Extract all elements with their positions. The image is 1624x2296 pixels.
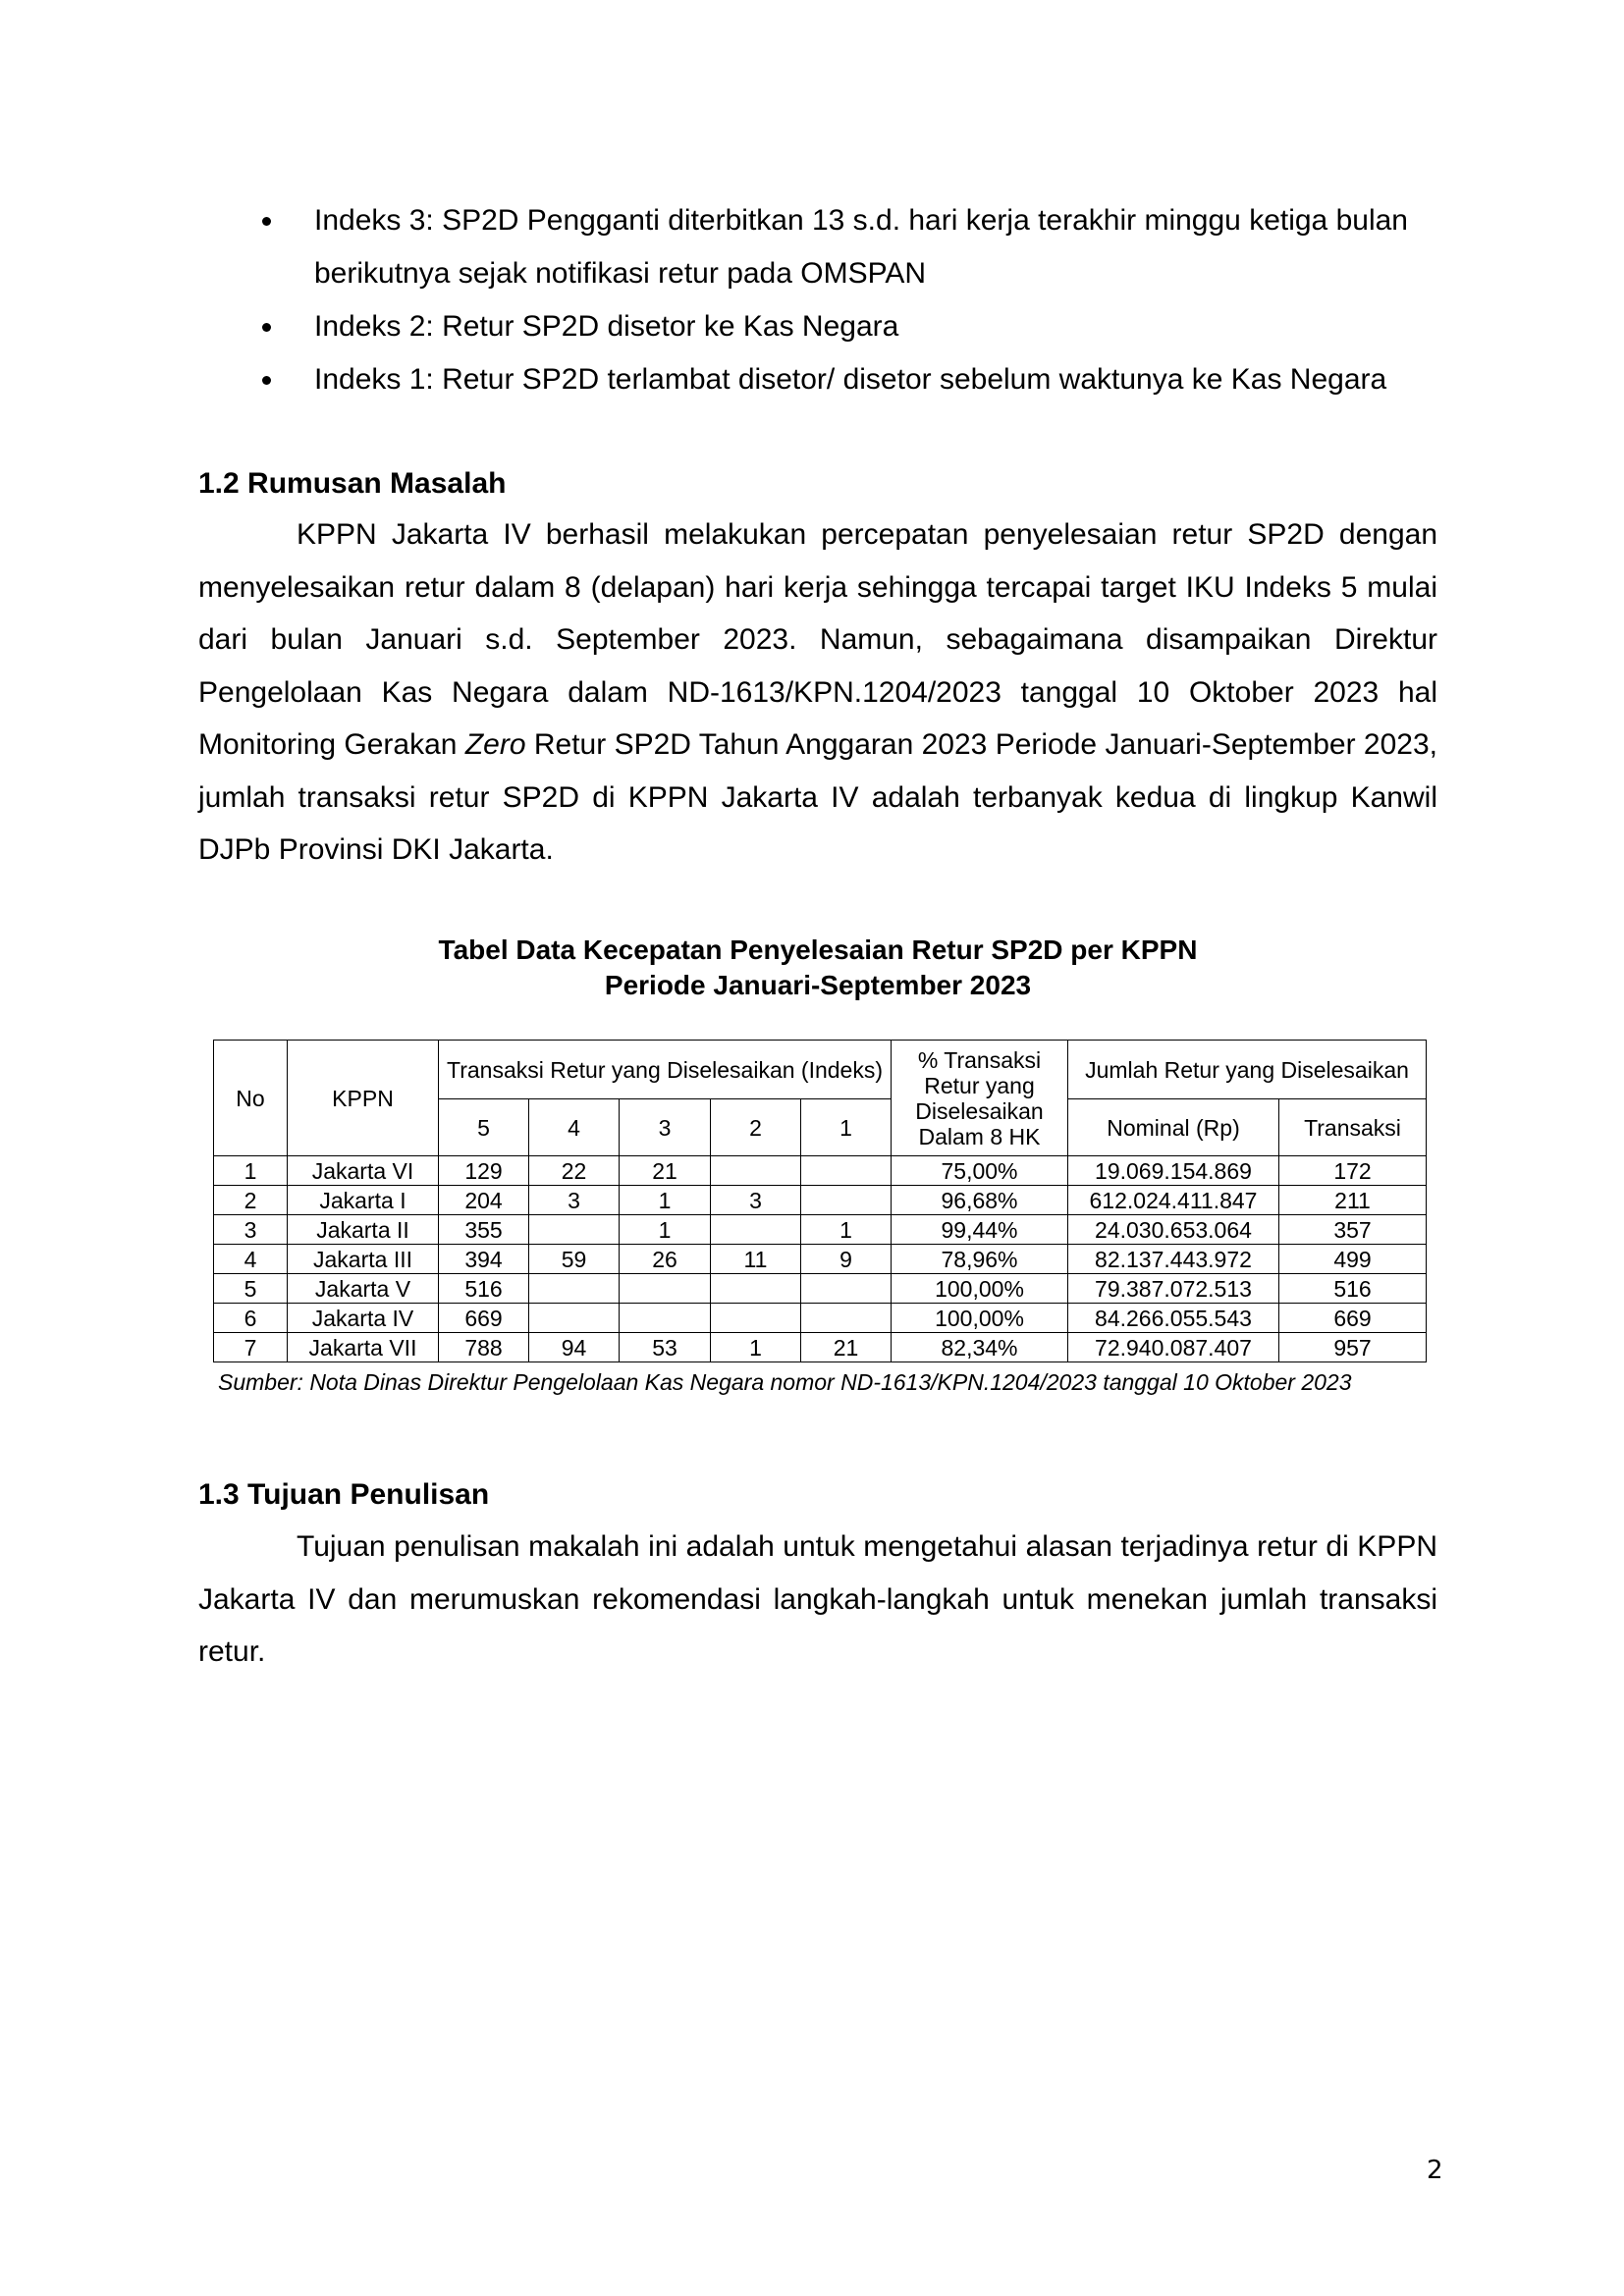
cell-kppn: Jakarta I	[288, 1186, 439, 1215]
cell-kppn: Jakarta IV	[288, 1304, 439, 1333]
cell-persen: 100,00%	[892, 1304, 1068, 1333]
header-jumlah-group: Jumlah Retur yang Diselesaikan	[1068, 1041, 1427, 1099]
cell-persen: 100,00%	[892, 1274, 1068, 1304]
cell-transaksi: 172	[1279, 1156, 1427, 1186]
table-title-line-2: Periode Januari-September 2023	[604, 970, 1032, 1000]
cell-indeks-5: 204	[439, 1186, 529, 1215]
cell-no: 6	[214, 1304, 288, 1333]
cell-indeks-4	[529, 1304, 620, 1333]
paragraph-rumusan-masalah	[198, 508, 1437, 877]
cell-persen: 99,44%	[892, 1215, 1068, 1245]
cell-nominal: 24.030.653.064	[1068, 1215, 1279, 1245]
cell-indeks-3: 26	[620, 1245, 711, 1274]
retur-sp2d-table	[213, 1040, 1427, 1362]
cell-indeks-3: 53	[620, 1333, 711, 1362]
header-transaksi: Transaksi	[1279, 1099, 1427, 1156]
cell-persen: 78,96%	[892, 1245, 1068, 1274]
cell-indeks-2	[711, 1274, 801, 1304]
cell-indeks-3	[620, 1274, 711, 1304]
cell-indeks-5: 129	[439, 1156, 529, 1186]
cell-indeks-4: 59	[529, 1245, 620, 1274]
paragraph-text: KPPN Jakarta IV berhasil melakukan percepatan penyelesaian retur SP2D dengan menyelesaikan retur dalam 8 (delapan) hari kerja sehingga tercapai target IKU Indeks 5 mulai dari bulan Januari s.d. September 2023. Namun, sebagaimana disampaikan Direktur Pengelolaan Kas Negara dalam ND-1613/KPN.1204/2023 tanggal 10 Oktober 2023 hal Monitoring Gerakan	[198, 518, 1437, 761]
cell-kppn: Jakarta VII	[288, 1333, 439, 1362]
cell-transaksi: 499	[1279, 1245, 1427, 1274]
table-row	[214, 1274, 1427, 1304]
page-number: 2	[1427, 2156, 1443, 2185]
cell-nominal: 72.940.087.407	[1068, 1333, 1279, 1362]
cell-indeks-2: 11	[711, 1245, 801, 1274]
cell-transaksi: 957	[1279, 1333, 1427, 1362]
cell-indeks-3: 1	[620, 1215, 711, 1245]
cell-nominal: 612.024.411.847	[1068, 1186, 1279, 1215]
header-indeks-4: 4	[529, 1099, 620, 1156]
cell-indeks-3: 21	[620, 1156, 711, 1186]
table-row	[214, 1304, 1427, 1333]
cell-indeks-5: 669	[439, 1304, 529, 1333]
bullet-dot-icon	[262, 217, 271, 226]
cell-indeks-2: 3	[711, 1186, 801, 1215]
cell-indeks-4	[529, 1215, 620, 1245]
cell-nominal: 82.137.443.972	[1068, 1245, 1279, 1274]
cell-persen: 75,00%	[892, 1156, 1068, 1186]
cell-transaksi: 357	[1279, 1215, 1427, 1245]
cell-no: 1	[214, 1156, 288, 1186]
cell-indeks-2	[711, 1304, 801, 1333]
cell-indeks-4: 22	[529, 1156, 620, 1186]
header-nominal: Nominal (Rp)	[1068, 1099, 1279, 1156]
table-row	[214, 1186, 1427, 1215]
cell-indeks-3	[620, 1304, 711, 1333]
paragraph-text-continued: Retur SP2D Tahun Anggaran 2023 Periode Januari-September 2023, jumlah transaksi retur SP2D di KPPN Jakarta IV adalah terbanyak kedua di lingkup Kanwil DJPb Provinsi DKI Jakarta.	[198, 728, 1437, 866]
header-indeks-1: 1	[801, 1099, 892, 1156]
cell-transaksi: 211	[1279, 1186, 1427, 1215]
cell-indeks-1	[801, 1156, 892, 1186]
cell-indeks-2	[711, 1156, 801, 1186]
cell-no: 2	[214, 1186, 288, 1215]
cell-indeks-1	[801, 1186, 892, 1215]
cell-indeks-4	[529, 1274, 620, 1304]
cell-indeks-2: 1	[711, 1333, 801, 1362]
paragraph-italic-text: Zero	[464, 728, 526, 761]
table-title-line-1: Tabel Data Kecepatan Penyelesaian Retur SP2D per KPPN	[438, 934, 1198, 965]
cell-no: 7	[214, 1333, 288, 1362]
bullet-text-continued: berikutnya sejak notifikasi retur pada OMSPAN	[314, 257, 927, 290]
table-title	[198, 933, 1437, 1003]
cell-transaksi: 516	[1279, 1274, 1427, 1304]
cell-nominal: 84.266.055.543	[1068, 1304, 1279, 1333]
header-persen: % Transaksi Retur yang Diselesaikan Dalam 8 HK	[892, 1041, 1068, 1156]
cell-indeks-4: 3	[529, 1186, 620, 1215]
cell-indeks-5: 355	[439, 1215, 529, 1245]
cell-indeks-3: 1	[620, 1186, 711, 1215]
bullet-item-index-2	[198, 300, 1437, 353]
bullet-text: Indeks 3: SP2D Pengganti diterbitkan 13 s.d. hari kerja terakhir minggu ketiga bulan	[314, 204, 1408, 237]
header-no: No	[214, 1041, 288, 1156]
bullet-item-index-1	[198, 353, 1437, 406]
header-indeks-3: 3	[620, 1099, 711, 1156]
cell-nominal: 19.069.154.869	[1068, 1156, 1279, 1186]
cell-kppn: Jakarta II	[288, 1215, 439, 1245]
bullet-text: Indeks 1: Retur SP2D terlambat disetor/ disetor sebelum waktunya ke Kas Negara	[314, 363, 1387, 396]
cell-indeks-1: 21	[801, 1333, 892, 1362]
cell-indeks-1	[801, 1274, 892, 1304]
cell-no: 5	[214, 1274, 288, 1304]
header-transaksi-group: Transaksi Retur yang Diselesaikan (Indeks)	[439, 1041, 892, 1099]
header-indeks-5: 5	[439, 1099, 529, 1156]
cell-indeks-4: 94	[529, 1333, 620, 1362]
bullet-text: Indeks 2: Retur SP2D disetor ke Kas Negara	[314, 310, 899, 343]
cell-indeks-2	[711, 1215, 801, 1245]
cell-kppn: Jakarta III	[288, 1245, 439, 1274]
table-row	[214, 1333, 1427, 1362]
cell-no: 4	[214, 1245, 288, 1274]
table-source-note: Sumber: Nota Dinas Direktur Pengelolaan Kas Negara nomor ND-1613/KPN.1204/2023 tanggal 10 Oktober 2023	[218, 1369, 1352, 1395]
table-row	[214, 1245, 1427, 1274]
bullet-item-index-3	[198, 194, 1437, 300]
cell-persen: 96,68%	[892, 1186, 1068, 1215]
index-bullet-list	[198, 194, 1437, 406]
cell-indeks-1: 9	[801, 1245, 892, 1274]
cell-indeks-5: 516	[439, 1274, 529, 1304]
cell-kppn: Jakarta V	[288, 1274, 439, 1304]
cell-indeks-5: 394	[439, 1245, 529, 1274]
cell-nominal: 79.387.072.513	[1068, 1274, 1279, 1304]
bullet-dot-icon	[262, 376, 271, 385]
cell-transaksi: 669	[1279, 1304, 1427, 1333]
header-kppn: KPPN	[288, 1041, 439, 1156]
cell-no: 3	[214, 1215, 288, 1245]
section-heading-rumusan-masalah: 1.2 Rumusan Masalah	[198, 467, 507, 500]
cell-indeks-5: 788	[439, 1333, 529, 1362]
cell-indeks-1	[801, 1304, 892, 1333]
section-heading-tujuan-penulisan: 1.3 Tujuan Penulisan	[198, 1478, 490, 1511]
header-indeks-2: 2	[711, 1099, 801, 1156]
cell-indeks-1: 1	[801, 1215, 892, 1245]
table-row	[214, 1215, 1427, 1245]
cell-kppn: Jakarta VI	[288, 1156, 439, 1186]
cell-persen: 82,34%	[892, 1333, 1068, 1362]
table-row	[214, 1156, 1427, 1186]
bullet-dot-icon	[262, 323, 271, 332]
paragraph-tujuan-penulisan: Tujuan penulisan makalah ini adalah untuk mengetahui alasan terjadinya retur di KPPN Jakarta IV dan merumuskan rekomendasi langkah-langkah untuk menekan jumlah transaksi retur.	[198, 1530, 1437, 1668]
